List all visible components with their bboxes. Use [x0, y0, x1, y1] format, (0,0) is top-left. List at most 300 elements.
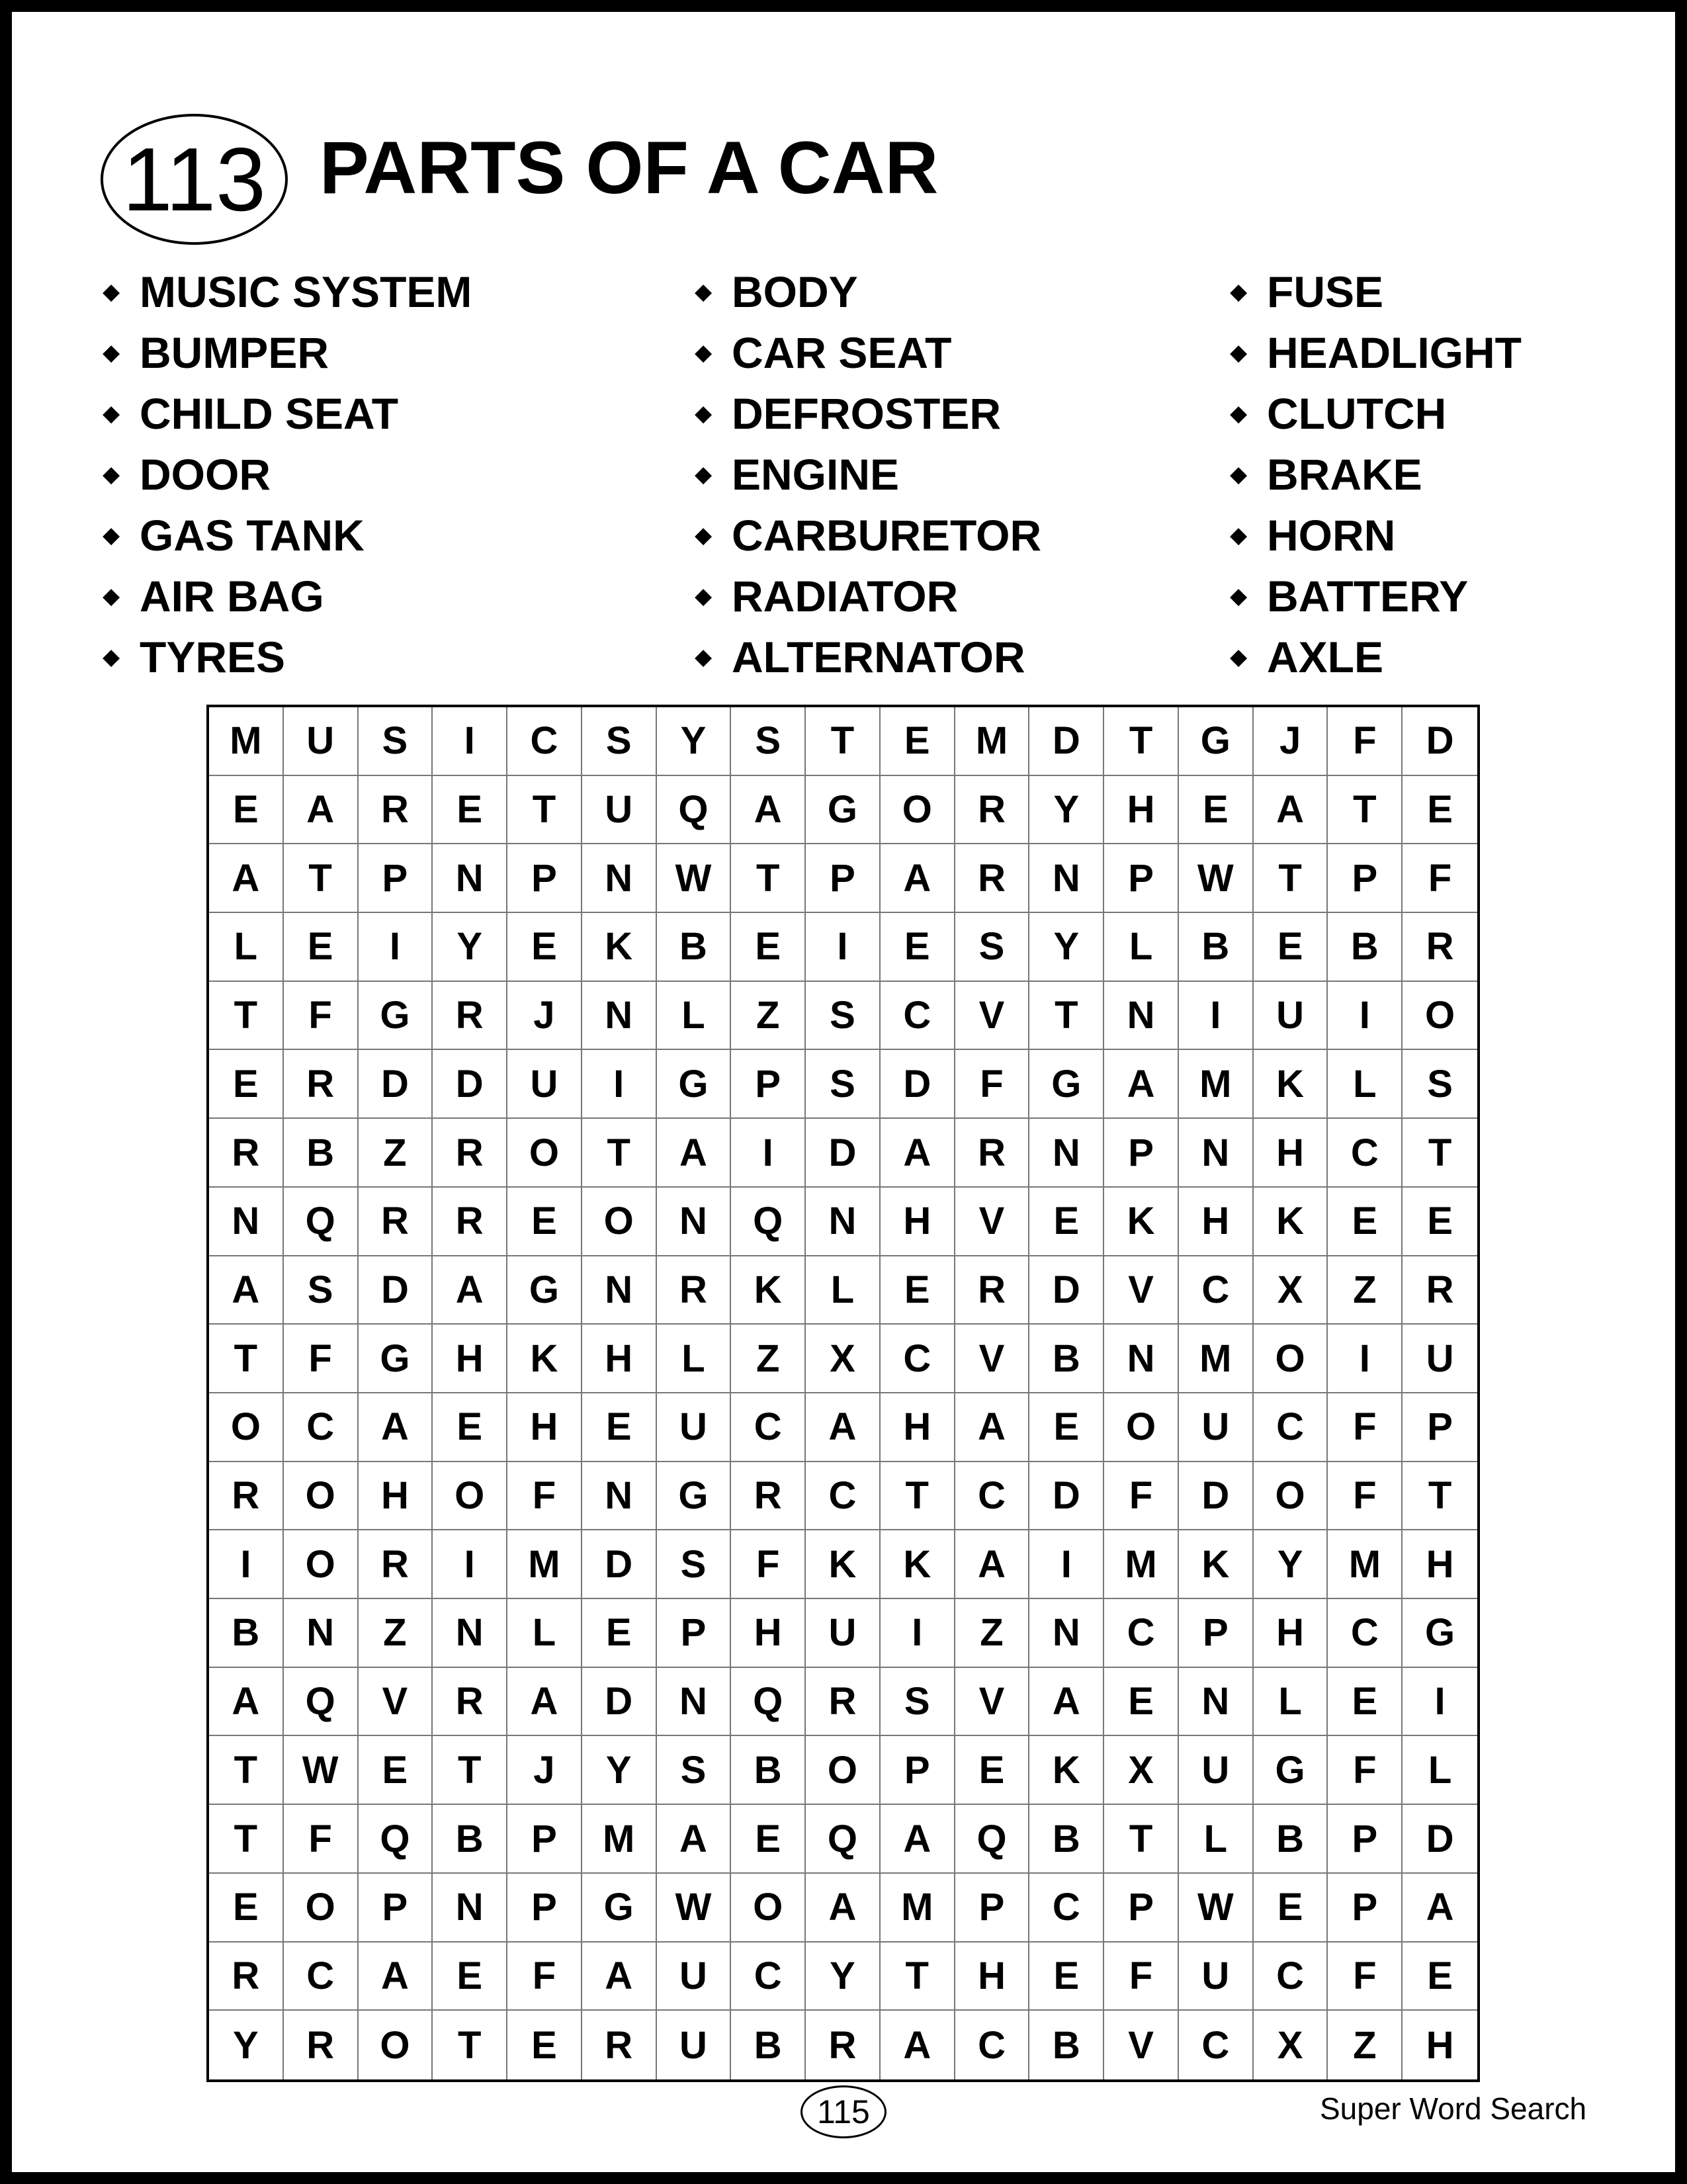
grid-cell: K: [806, 1530, 881, 1599]
grid-cell: O: [731, 1874, 806, 1943]
grid-cell: I: [806, 913, 881, 982]
grid-cell: R: [1403, 1256, 1477, 1325]
grid-cell: H: [1254, 1599, 1328, 1668]
grid-cell: R: [433, 1668, 507, 1737]
grid-cell: R: [359, 1188, 433, 1256]
grid-cell: H: [507, 1393, 582, 1462]
grid-cell: B: [657, 913, 732, 982]
word-label: TYRES: [140, 633, 286, 681]
diamond-bullet-icon: ◆: [103, 462, 120, 487]
diamond-bullet-icon: ◆: [103, 401, 120, 426]
grid-cell: Q: [955, 1805, 1030, 1874]
word-list-item: [695, 505, 1041, 566]
grid-cell: S: [881, 1668, 955, 1737]
grid-cell: H: [433, 1325, 507, 1393]
grid-cell: G: [582, 1874, 657, 1943]
diamond-bullet-icon: ◆: [103, 340, 120, 365]
diamond-bullet-icon: ◆: [695, 340, 713, 365]
grid-cell: H: [359, 1462, 433, 1531]
word-list-item: [695, 322, 1041, 383]
puzzle-title: PARTS OF A CAR: [320, 126, 939, 209]
grid-cell: D: [359, 1256, 433, 1325]
diamond-bullet-icon: ◆: [1230, 279, 1248, 304]
grid-cell: K: [731, 1256, 806, 1325]
grid-cell: R: [731, 1462, 806, 1531]
grid-cell: P: [359, 844, 433, 913]
grid-cell: D: [806, 1119, 881, 1188]
grid-cell: T: [209, 1325, 284, 1393]
word-label: HORN: [1267, 511, 1396, 560]
grid-cell: Q: [284, 1188, 359, 1256]
grid-cell: P: [1328, 1874, 1403, 1943]
grid-cell: D: [582, 1530, 657, 1599]
word-list-item: [1230, 261, 1522, 322]
grid-cell: V: [1104, 1256, 1179, 1325]
grid-cell: D: [1179, 1462, 1254, 1531]
grid-cell: F: [1328, 1736, 1403, 1805]
grid-cell: H: [1254, 1119, 1328, 1188]
grid-cell: T: [1328, 776, 1403, 845]
grid-cell: T: [1029, 982, 1104, 1051]
grid-cell: A: [209, 1256, 284, 1325]
grid-cell: D: [433, 1050, 507, 1119]
word-label: GAS TANK: [140, 511, 365, 560]
grid-cell: A: [881, 1119, 955, 1188]
grid-cell: P: [359, 1874, 433, 1943]
grid-cell: R: [433, 1188, 507, 1256]
grid-cell: Z: [359, 1599, 433, 1668]
grid-cell: E: [507, 2011, 582, 2079]
grid-cell: E: [209, 1874, 284, 1943]
grid-cell: T: [507, 776, 582, 845]
word-label: BATTERY: [1267, 572, 1469, 621]
grid-cell: P: [1403, 1393, 1477, 1462]
grid-cell: G: [806, 776, 881, 845]
diamond-bullet-icon: ◆: [695, 462, 713, 487]
grid-cell: B: [1254, 1805, 1328, 1874]
grid-cell: R: [433, 982, 507, 1051]
grid-cell: E: [209, 1050, 284, 1119]
grid-cell: O: [1104, 1393, 1179, 1462]
grid-cell: C: [1328, 1599, 1403, 1668]
grid-cell: I: [1029, 1530, 1104, 1599]
grid-cell: O: [284, 1874, 359, 1943]
grid-cell: C: [1328, 1119, 1403, 1188]
word-list-item: [695, 444, 1041, 505]
grid-cell: B: [1029, 1805, 1104, 1874]
diamond-bullet-icon: ◆: [1230, 644, 1248, 670]
grid-cell: P: [657, 1599, 732, 1668]
grid-cell: L: [657, 1325, 732, 1393]
grid-cell: E: [1104, 1668, 1179, 1737]
grid-cell: F: [1104, 1943, 1179, 2011]
word-list-item: [103, 261, 472, 322]
grid-cell: J: [507, 1736, 582, 1805]
grid-cell: Z: [359, 1119, 433, 1188]
grid-cell: H: [1104, 776, 1179, 845]
grid-cell: O: [284, 1530, 359, 1599]
grid-cell: S: [806, 982, 881, 1051]
grid-cell: I: [1179, 982, 1254, 1051]
grid-cell: Z: [731, 982, 806, 1051]
grid-cell: P: [1104, 1874, 1179, 1943]
word-list-item: [1230, 444, 1522, 505]
grid-cell: V: [359, 1668, 433, 1737]
grid-cell: W: [1179, 1874, 1254, 1943]
grid-cell: Q: [657, 776, 732, 845]
grid-cell: A: [881, 1805, 955, 1874]
grid-cell: K: [582, 913, 657, 982]
word-list-column-1: [103, 261, 472, 687]
diamond-bullet-icon: ◆: [103, 523, 120, 548]
grid-cell: Q: [284, 1668, 359, 1737]
grid-cell: F: [284, 982, 359, 1051]
grid-cell: I: [359, 913, 433, 982]
grid-cell: O: [1403, 982, 1477, 1051]
grid-cell: O: [433, 1462, 507, 1531]
grid-cell: R: [359, 776, 433, 845]
grid-cell: A: [359, 1393, 433, 1462]
grid-cell: T: [582, 1119, 657, 1188]
grid-cell: U: [582, 776, 657, 845]
grid-cell: J: [1254, 707, 1328, 776]
grid-cell: H: [582, 1325, 657, 1393]
word-label: DOOR: [140, 450, 271, 499]
grid-cell: S: [359, 707, 433, 776]
grid-cell: N: [1104, 982, 1179, 1051]
grid-cell: L: [1104, 913, 1179, 982]
grid-cell: A: [657, 1119, 732, 1188]
grid-cell: S: [582, 707, 657, 776]
grid-cell: R: [1403, 913, 1477, 982]
grid-cell: N: [806, 1188, 881, 1256]
grid-cell: C: [881, 1325, 955, 1393]
grid-cell: E: [433, 776, 507, 845]
diamond-bullet-icon: ◆: [103, 279, 120, 304]
diamond-bullet-icon: ◆: [695, 584, 713, 609]
word-label: ENGINE: [732, 450, 900, 499]
grid-cell: F: [955, 1050, 1030, 1119]
grid-cell: W: [1179, 844, 1254, 913]
grid-cell: P: [1104, 1119, 1179, 1188]
grid-cell: E: [433, 1943, 507, 2011]
grid-cell: K: [1179, 1530, 1254, 1599]
grid-cell: Y: [1029, 776, 1104, 845]
grid-cell: A: [359, 1943, 433, 2011]
grid-cell: V: [1104, 2011, 1179, 2079]
grid-cell: E: [582, 1599, 657, 1668]
grid-cell: S: [731, 707, 806, 776]
word-list-item: [1230, 383, 1522, 444]
grid-cell: D: [582, 1668, 657, 1737]
grid-cell: G: [657, 1050, 732, 1119]
grid-cell: S: [955, 913, 1030, 982]
word-list-item: [103, 322, 472, 383]
grid-cell: E: [1254, 1874, 1328, 1943]
word-list-item: [1230, 505, 1522, 566]
grid-cell: H: [881, 1393, 955, 1462]
grid-cell: T: [284, 844, 359, 913]
grid-cell: B: [731, 1736, 806, 1805]
grid-cell: R: [284, 1050, 359, 1119]
grid-cell: X: [1254, 2011, 1328, 2079]
grid-cell: I: [582, 1050, 657, 1119]
grid-cell: B: [284, 1119, 359, 1188]
grid-cell: I: [1328, 982, 1403, 1051]
diamond-bullet-icon: ◆: [1230, 401, 1248, 426]
grid-cell: C: [1029, 1874, 1104, 1943]
grid-cell: U: [657, 1393, 732, 1462]
grid-cell: N: [1029, 1599, 1104, 1668]
grid-cell: P: [507, 844, 582, 913]
grid-cell: T: [881, 1943, 955, 2011]
grid-cell: A: [955, 1530, 1030, 1599]
word-list-item: [1230, 566, 1522, 627]
grid-cell: R: [582, 2011, 657, 2079]
grid-cell: E: [1029, 1188, 1104, 1256]
grid-cell: C: [731, 1943, 806, 2011]
grid-cell: Q: [359, 1805, 433, 1874]
grid-cell: D: [881, 1050, 955, 1119]
grid-cell: Y: [1254, 1530, 1328, 1599]
grid-cell: L: [1328, 1050, 1403, 1119]
grid-cell: O: [284, 1462, 359, 1531]
grid-cell: B: [433, 1805, 507, 1874]
grid-cell: E: [284, 913, 359, 982]
word-list-item: [1230, 627, 1522, 687]
grid-cell: A: [731, 776, 806, 845]
word-list-item: [695, 383, 1041, 444]
grid-cell: B: [209, 1599, 284, 1668]
diamond-bullet-icon: ◆: [1230, 584, 1248, 609]
grid-cell: O: [209, 1393, 284, 1462]
word-list-item: [695, 566, 1041, 627]
diamond-bullet-icon: ◆: [695, 644, 713, 670]
grid-cell: G: [1403, 1599, 1477, 1668]
grid-cell: E: [582, 1393, 657, 1462]
grid-cell: D: [1403, 1805, 1477, 1874]
grid-cell: N: [1104, 1325, 1179, 1393]
grid-cell: E: [955, 1736, 1030, 1805]
grid-cell: D: [359, 1050, 433, 1119]
grid-cell: A: [284, 776, 359, 845]
grid-cell: E: [881, 707, 955, 776]
grid-cell: E: [1029, 1943, 1104, 2011]
grid-cell: R: [955, 1256, 1030, 1325]
grid-cell: L: [1254, 1668, 1328, 1737]
grid-cell: C: [284, 1943, 359, 2011]
grid-cell: M: [209, 707, 284, 776]
grid-cell: L: [657, 982, 732, 1051]
grid-cell: A: [657, 1805, 732, 1874]
grid-cell: F: [507, 1462, 582, 1531]
grid-cell: A: [1029, 1668, 1104, 1737]
grid-cell: P: [507, 1805, 582, 1874]
grid-cell: Z: [1328, 2011, 1403, 2079]
grid-cell: A: [209, 844, 284, 913]
grid-cell: C: [1104, 1599, 1179, 1668]
word-list-item: [695, 261, 1041, 322]
grid-cell: P: [1179, 1599, 1254, 1668]
grid-cell: F: [507, 1943, 582, 2011]
grid-cell: M: [1328, 1530, 1403, 1599]
grid-cell: N: [433, 1599, 507, 1668]
page-number-badge: [800, 2085, 887, 2138]
grid-cell: T: [433, 1736, 507, 1805]
grid-cell: O: [507, 1119, 582, 1188]
grid-cell: M: [955, 707, 1030, 776]
grid-cell: S: [1403, 1050, 1477, 1119]
grid-cell: R: [209, 1462, 284, 1531]
grid-cell: E: [1403, 1188, 1477, 1256]
word-label: FUSE: [1267, 267, 1384, 316]
grid-cell: F: [1328, 1393, 1403, 1462]
grid-cell: R: [433, 1119, 507, 1188]
grid-cell: F: [284, 1805, 359, 1874]
grid-cell: A: [1403, 1874, 1477, 1943]
grid-cell: P: [955, 1874, 1030, 1943]
grid-cell: V: [955, 982, 1030, 1051]
diamond-bullet-icon: ◆: [1230, 462, 1248, 487]
grid-cell: A: [806, 1393, 881, 1462]
grid-cell: H: [731, 1599, 806, 1668]
grid-cell: M: [1179, 1050, 1254, 1119]
word-label: CLUTCH: [1267, 389, 1447, 438]
grid-cell: P: [1328, 844, 1403, 913]
grid-cell: H: [1403, 1530, 1477, 1599]
diamond-bullet-icon: ◆: [695, 279, 713, 304]
grid-cell: R: [806, 1668, 881, 1737]
grid-cell: E: [209, 776, 284, 845]
grid-cell: X: [1254, 1256, 1328, 1325]
grid-cell: N: [433, 844, 507, 913]
grid-cell: H: [1426, 2023, 1454, 2067]
grid-cell: R: [657, 1256, 732, 1325]
grid-cell: E: [881, 913, 955, 982]
grid-cell: E: [359, 1736, 433, 1805]
word-label: AXLE: [1267, 633, 1384, 681]
grid-cell: I: [1328, 1325, 1403, 1393]
grid-cell: Z: [1328, 1256, 1403, 1325]
grid-cell: R: [284, 2011, 359, 2079]
grid-cell: U: [806, 1599, 881, 1668]
grid-cell: J: [507, 982, 582, 1051]
grid-cell: T: [731, 844, 806, 913]
grid-cell: E: [507, 1188, 582, 1256]
grid-cell: E: [881, 1256, 955, 1325]
grid-cell: F: [1104, 1462, 1179, 1531]
grid-cell: O: [806, 1736, 881, 1805]
word-label: BODY: [732, 267, 858, 316]
grid-cell: B: [1029, 1325, 1104, 1393]
grid-cell: W: [284, 1736, 359, 1805]
grid-cell: T: [209, 1805, 284, 1874]
diamond-bullet-icon: ◆: [103, 584, 120, 609]
page-number: 115: [817, 2093, 870, 2130]
grid-cell: Y: [582, 1736, 657, 1805]
grid-cell: C: [806, 1462, 881, 1531]
grid-cell: C: [1254, 1943, 1328, 2011]
word-list-item: [103, 383, 472, 444]
grid-cell: A: [806, 1874, 881, 1943]
grid-cell: D: [1029, 1256, 1104, 1325]
grid-cell: M: [582, 1805, 657, 1874]
grid-cell: K: [1029, 1736, 1104, 1805]
grid-cell: N: [1179, 1668, 1254, 1737]
grid-cell: A: [582, 1943, 657, 2011]
grid-cell: F: [1328, 1462, 1403, 1531]
word-list-column-3: [1230, 261, 1522, 687]
word-label: CARBURETOR: [732, 511, 1042, 560]
grid-cell: Y: [1029, 913, 1104, 982]
book-title: Super Word Search: [1320, 2091, 1587, 2126]
grid-cell: X: [1104, 1736, 1179, 1805]
grid-cell: C: [1179, 1256, 1254, 1325]
grid-cell: A: [955, 1393, 1030, 1462]
grid-cell: R: [955, 1119, 1030, 1188]
grid-cell: L: [1179, 1805, 1254, 1874]
grid-cell: E: [1328, 1668, 1403, 1737]
grid-cell: U: [657, 1943, 732, 2011]
grid-cell: P: [1328, 1805, 1403, 1874]
grid-cell: E: [1403, 776, 1477, 845]
grid-cell: V: [955, 1188, 1030, 1256]
grid-cell: P: [507, 1874, 582, 1943]
grid-cell: E: [1029, 1393, 1104, 1462]
grid-cell: W: [657, 1874, 732, 1943]
grid-cell: Z: [731, 1325, 806, 1393]
grid-cell: A: [881, 2011, 955, 2079]
letter-grid: [206, 705, 1480, 2082]
word-label: ALTERNATOR: [732, 633, 1025, 681]
grid-cell: A: [433, 1256, 507, 1325]
grid-cell: I: [731, 1119, 806, 1188]
grid-cell: N: [209, 1188, 284, 1256]
grid-cell: L: [507, 1599, 582, 1668]
grid-cell: T: [209, 982, 284, 1051]
grid-cell: L: [806, 1256, 881, 1325]
word-label: BUMPER: [140, 328, 329, 377]
word-label: AIR BAG: [140, 572, 324, 621]
grid-cell: K: [881, 1530, 955, 1599]
grid-cell: I: [209, 1530, 284, 1599]
grid-cell: I: [1403, 1668, 1477, 1737]
grid-cell: P: [881, 1736, 955, 1805]
grid-cell: N: [582, 1462, 657, 1531]
grid-cell: N: [582, 844, 657, 913]
grid-cell: B: [1029, 2011, 1104, 2079]
word-label: DEFROSTER: [732, 389, 1002, 438]
word-label: BRAKE: [1267, 450, 1422, 499]
grid-cell: U: [1179, 1393, 1254, 1462]
word-list-column-2: [695, 261, 1041, 687]
grid-cell: T: [881, 1462, 955, 1531]
grid-cell: O: [1254, 1325, 1328, 1393]
grid-cell: M: [881, 1874, 955, 1943]
word-label: MUSIC SYSTEM: [140, 267, 472, 316]
grid-cell: T: [1104, 1805, 1179, 1874]
grid-cell: Q: [731, 1188, 806, 1256]
grid-cell: K: [1104, 1188, 1179, 1256]
word-list-item: [103, 566, 472, 627]
grid-cell: A: [881, 844, 955, 913]
grid-cell: F: [1328, 707, 1403, 776]
grid-cell: C: [955, 2011, 1030, 2079]
grid-cell: E: [1328, 1188, 1403, 1256]
grid-cell: P: [731, 1050, 806, 1119]
grid-cell: C: [284, 1393, 359, 1462]
grid-cell: V: [955, 1325, 1030, 1393]
